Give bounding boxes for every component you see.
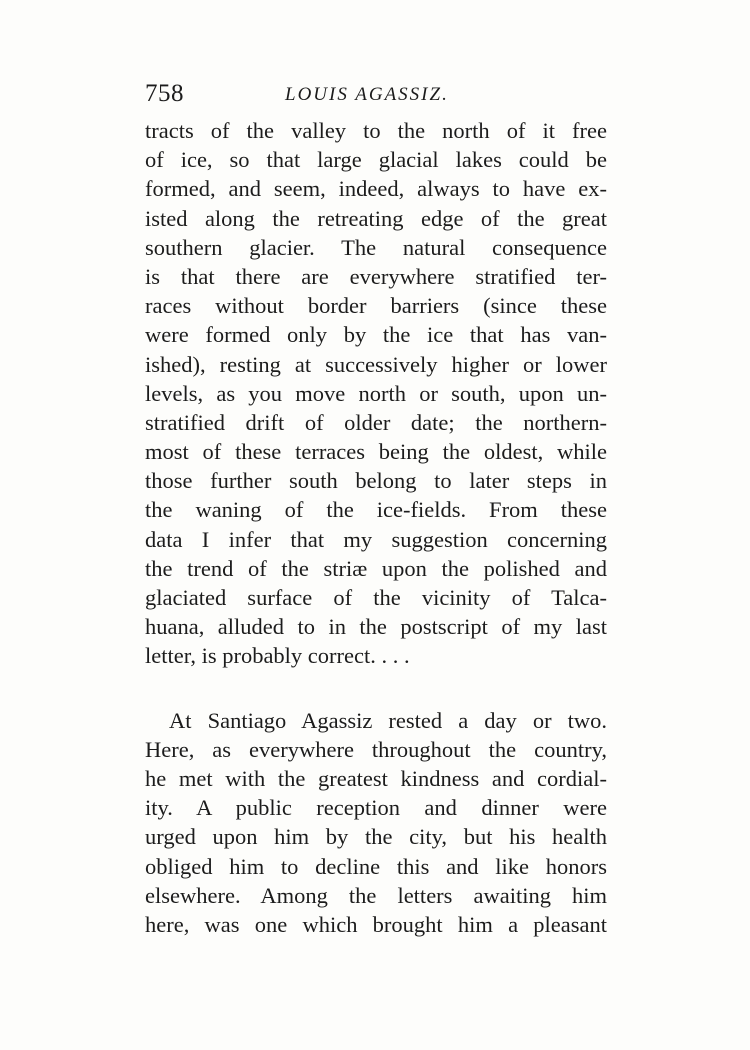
paragraph-2 [145, 706, 607, 940]
text-line: southern glacier. The natural consequence [145, 234, 607, 260]
text-line: stratified drift of older date; the northern- [145, 409, 607, 435]
text-line: here, was one which brought him a pleasant [145, 911, 607, 937]
body-text [145, 116, 607, 939]
text-line: of ice, so that large glacial lakes could be [145, 147, 607, 173]
text-line: elsewhere. Among the letters awaiting him [145, 882, 607, 908]
text-line: is that there are everywhere stratified ter- [145, 263, 607, 289]
text-line: those further south belong to later steps in [145, 468, 607, 494]
text-line: ity. A public reception and dinner were [145, 795, 607, 821]
text-line: huana, alluded to in the postscript of my last [145, 614, 607, 640]
text-line: isted along the retreating edge of the great [145, 205, 607, 231]
text-line: At Santiago Agassiz rested a day or two. [169, 707, 607, 733]
text-line: levels, as you move north or south, upon un- [145, 380, 607, 406]
text-line: the trend of the striæ upon the polished and [145, 555, 607, 581]
text-line: he met with the greatest kindness and cordial- [145, 765, 607, 791]
running-title: LOUIS AGASSIZ. [285, 84, 449, 105]
text-line: data I infer that my suggestion concerning [145, 526, 607, 552]
text-line: tracts of the valley to the north of it free [145, 118, 607, 143]
paragraph-gap [145, 671, 607, 706]
paragraph-1 [145, 116, 607, 671]
text-line: ished), resting at successively higher or lower [145, 351, 607, 377]
running-head [145, 78, 605, 110]
text-line: Here, as everywhere throughout the country, [145, 736, 607, 762]
text-line: formed, and seem, indeed, always to have ex- [145, 176, 607, 202]
text-line: most of these terraces being the oldest, while [145, 439, 607, 465]
text-line: the waning of the ice-fields. From these [145, 497, 607, 523]
text-line: glaciated surface of the vicinity of Talca- [145, 585, 607, 610]
text-line: races without border barriers (since these [145, 293, 607, 319]
page-number: 758 [145, 80, 184, 107]
text-line: urged upon him by the city, but his health [145, 824, 607, 850]
text-line: letter, is probably correct. . . . [145, 643, 410, 669]
text-line: were formed only by the ice that has van- [145, 322, 607, 348]
text-line: obliged him to decline this and like honors [145, 853, 607, 879]
